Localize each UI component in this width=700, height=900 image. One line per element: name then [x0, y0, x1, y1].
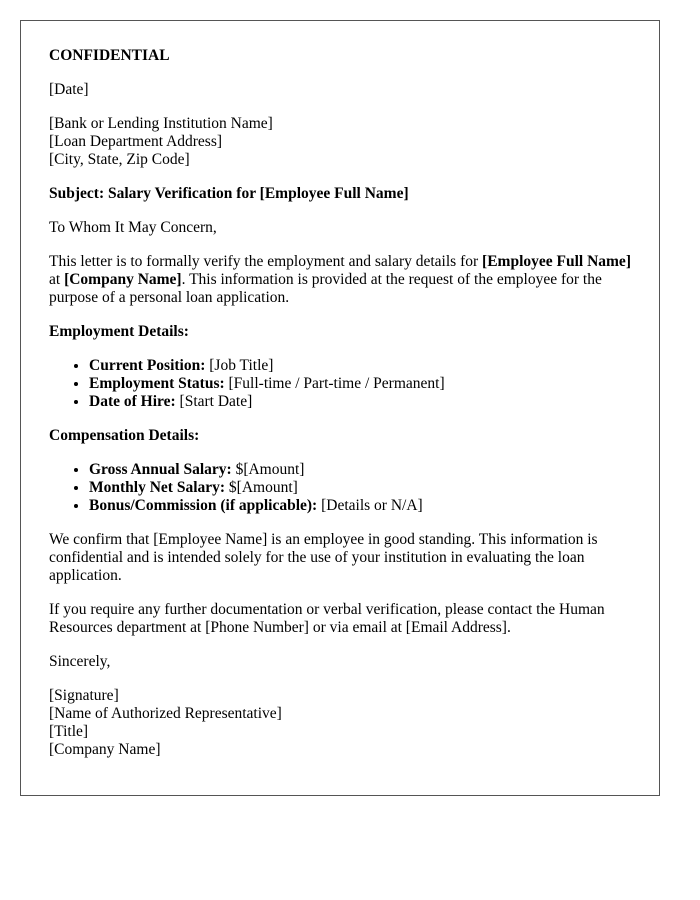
intro-text-2: at	[49, 271, 65, 288]
compensation-details-heading: Compensation Details:	[49, 427, 200, 444]
item-label: Date of Hire:	[89, 393, 176, 410]
item-label: Monthly Net Salary:	[89, 479, 226, 496]
compensation-details-list	[49, 461, 631, 515]
item-value: [Job Title]	[205, 357, 274, 374]
recipient-address	[49, 115, 631, 169]
list-item-employment-status	[89, 375, 631, 393]
letter-document	[20, 20, 660, 796]
item-value: [Details or N/A]	[317, 497, 423, 514]
intro-text-1: This letter is to formally verify the employment and salary details for	[49, 253, 483, 270]
item-label: Bonus/Commission (if applicable):	[89, 497, 318, 514]
item-label: Gross Annual Salary:	[89, 461, 232, 478]
signature-block	[49, 687, 631, 759]
closing-line: Sincerely,	[49, 653, 111, 670]
item-value: $[Amount]	[225, 479, 298, 496]
employment-details-list	[49, 357, 631, 411]
employment-details-heading: Employment Details:	[49, 323, 189, 340]
intro-employee-name: [Employee Full Name]	[482, 253, 631, 270]
confidential-label: CONFIDENTIAL	[49, 47, 170, 64]
salutation: To Whom It May Concern,	[49, 219, 217, 236]
subject-line: Subject: Salary Verification for [Employee Full Name]	[49, 185, 409, 202]
signature-company-name: [Company Name]	[49, 741, 161, 758]
intro-text-3: . This information is provided at the request of the employee for the purpose of a personal loan application.	[49, 271, 602, 306]
recipient-department: [Loan Department Address]	[49, 133, 223, 150]
list-item-gross-annual-salary	[89, 461, 631, 479]
list-item-bonus-commission	[89, 497, 631, 515]
confirmation-paragraph: We confirm that [Employee Name] is an employee in good standing. This information is confidential and is intended solely for the use of your institution in evaluating the loan application.	[49, 531, 598, 584]
item-label: Employment Status:	[89, 375, 225, 392]
date-line: [Date]	[49, 81, 89, 98]
list-item-current-position	[89, 357, 631, 375]
representative-name: [Name of Authorized Representative]	[49, 705, 282, 722]
list-item-date-of-hire	[89, 393, 631, 411]
recipient-city-state-zip: [City, State, Zip Code]	[49, 151, 190, 168]
item-value: [Start Date]	[175, 393, 253, 410]
intro-paragraph	[49, 253, 631, 307]
item-label: Current Position:	[89, 357, 206, 374]
signature-line: [Signature]	[49, 687, 119, 704]
representative-title: [Title]	[49, 723, 89, 740]
list-item-monthly-net-salary	[89, 479, 631, 497]
recipient-institution: [Bank or Lending Institution Name]	[49, 115, 273, 132]
intro-company-name: [Company Name]	[64, 271, 182, 288]
item-value: [Full-time / Part-time / Permanent]	[224, 375, 445, 392]
contact-paragraph: If you require any further documentation or verbal verification, please contact the Human Resources department at [Phone Number] or via email at [Email Address].	[49, 601, 605, 636]
item-value: $[Amount]	[231, 461, 305, 478]
